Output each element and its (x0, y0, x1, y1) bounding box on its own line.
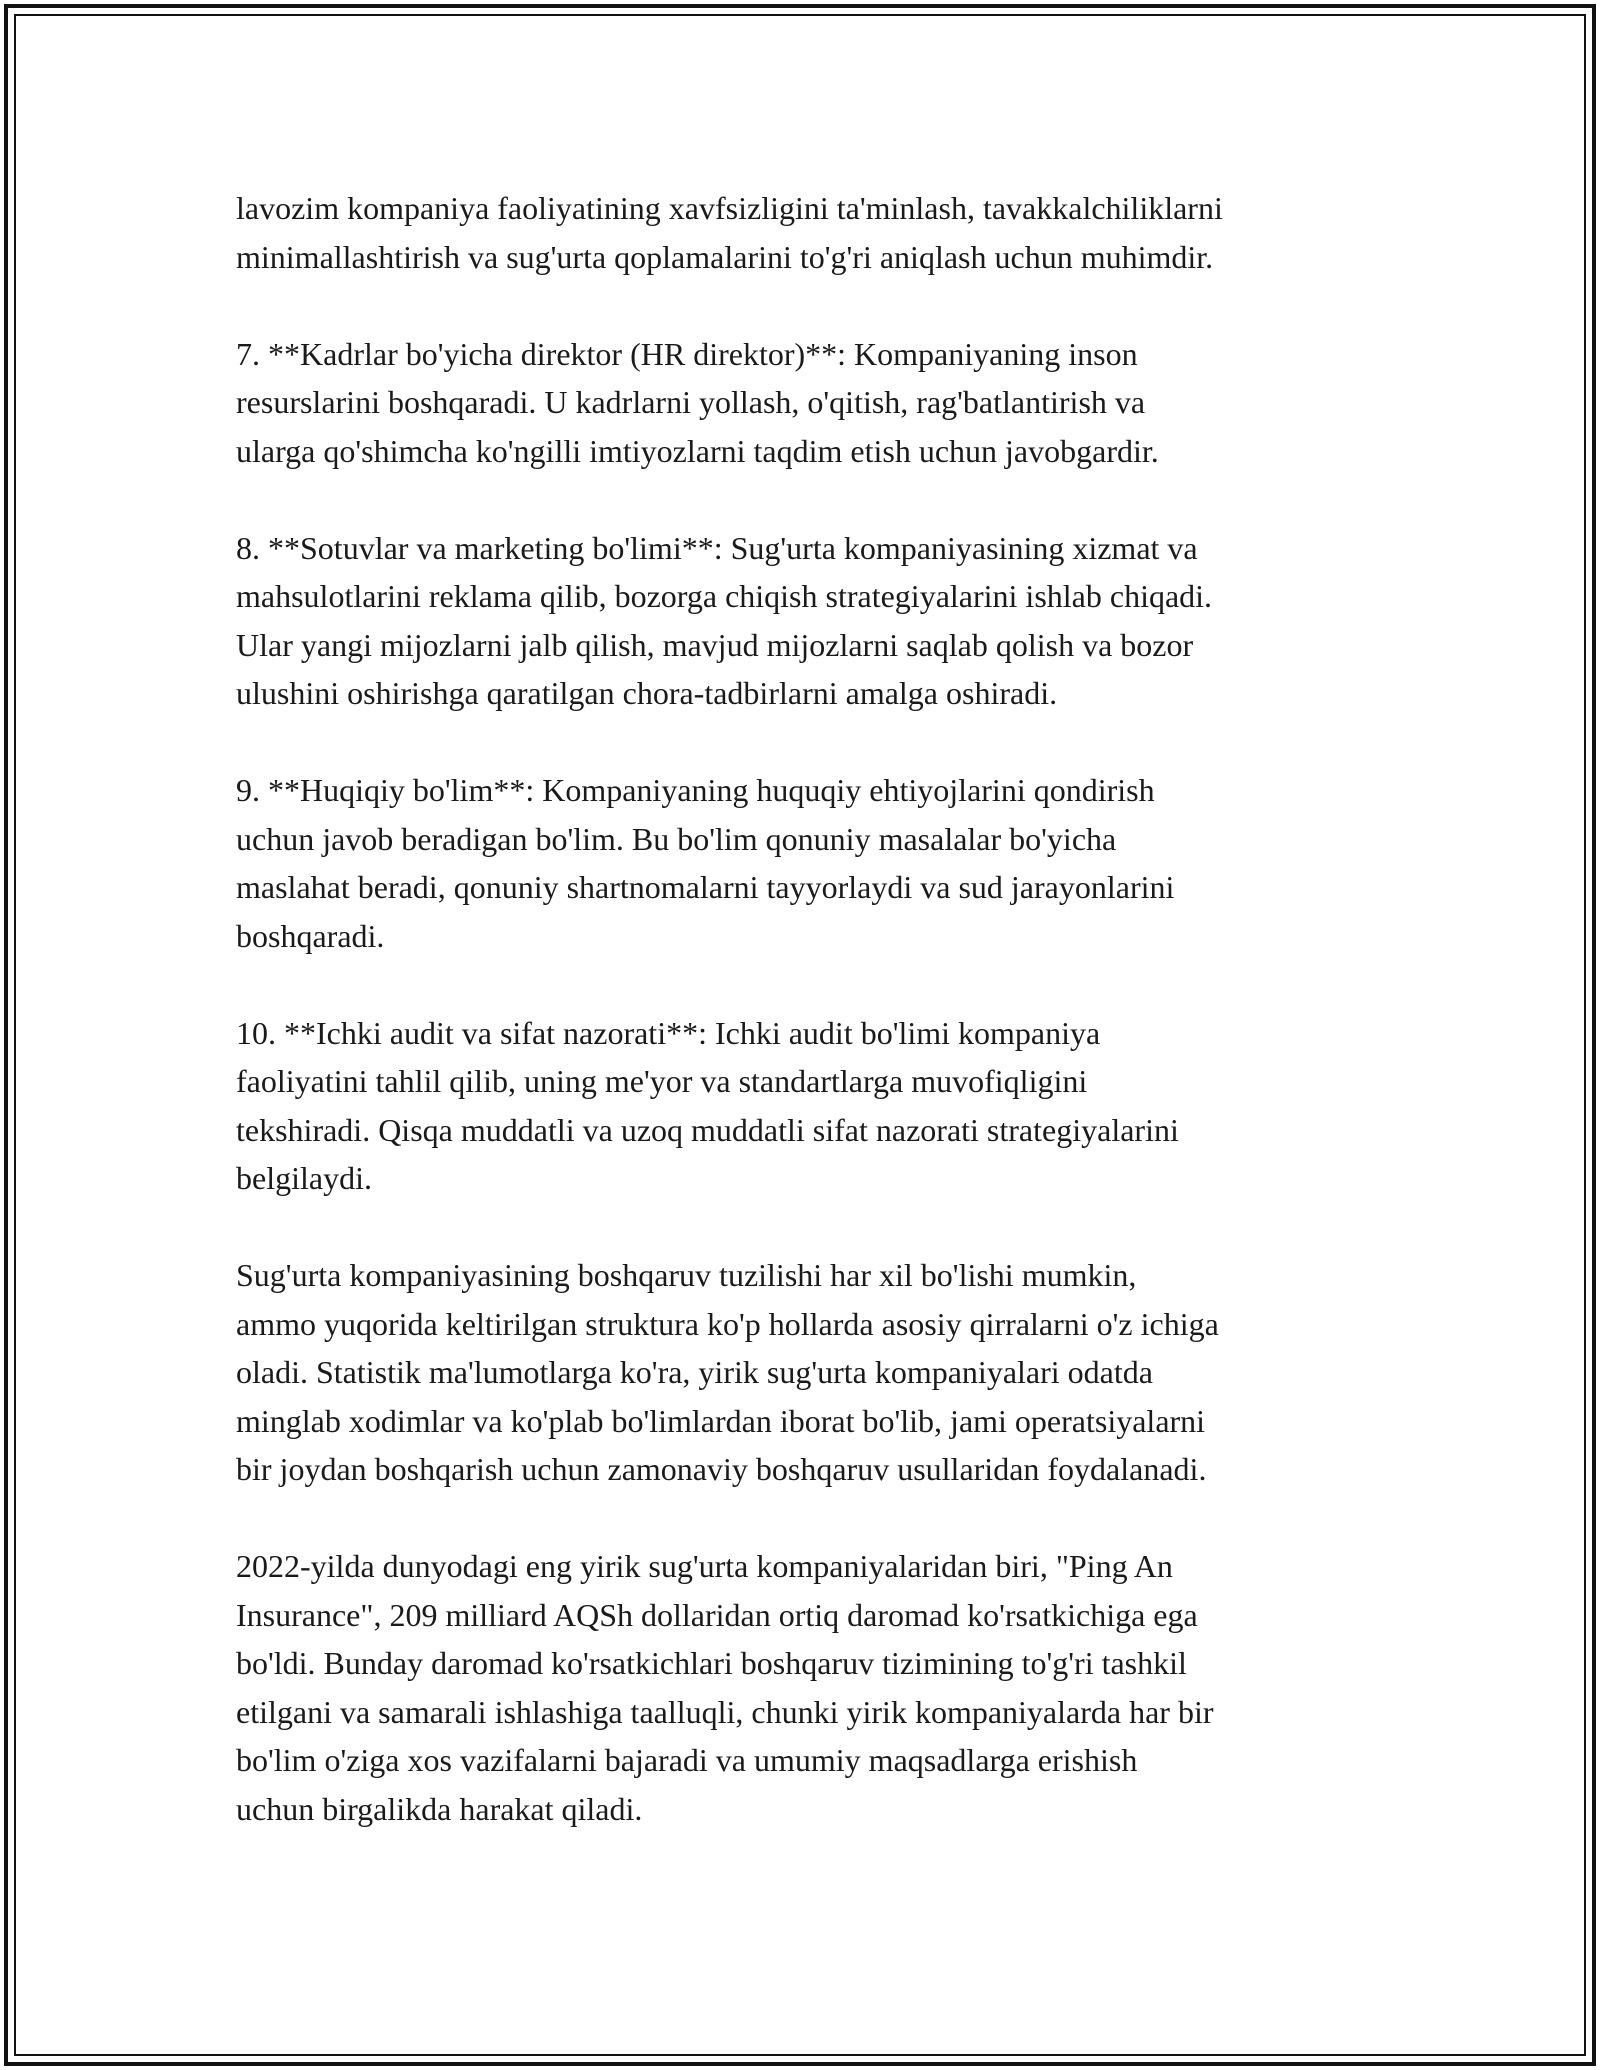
paragraph-intro-continuation: lavozim kompaniya faoliyatining xavfsizligini ta'minlash, tavakkalchiliklarni minimallashtirish va sug'urta qoplamalarini to'g'ri aniqlash uchun muhimdir. (236, 190, 1223, 275)
document-body (236, 184, 1396, 1882)
paragraph-summary: Sug'urta kompaniyasining boshqaruv tuzilishi har xil bo'lishi mumkin, ammo yuqorida keltirilgan struktura ko'p hollarda asosiy qirralarni o'z ichiga oladi. Statistik ma'lumotlarga ko'ra, yirik sug'urta kompaniyalari odatda minglab xodimlar va ko'plab bo'limlardan iborat bo'lib, jami operatsiyalarni bir joydan boshqarish uchun zamonaviy boshqaruv usullaridan foydalanadi. (236, 1257, 1219, 1487)
paragraph-item-7-hr-director: 7. **Kadrlar bo'yicha direktor (HR direktor)**: Kompaniyaning inson resurslarini boshqaradi. U kadrlarni yollash, o'qitish, rag'batlantirish va ularga qo'shimcha ko'ngilli imtiyozlarni taqdim etish uchun javobgardir. (236, 335, 1159, 469)
paragraph-ping-an-example: 2022-yilda dunyodagi eng yirik sug'urta kompaniyalaridan biri, "Ping An Insurance", 209 milliard AQSh dollaridan ortiq daromad ko'rsatkichiga ega bo'ldi. Bunday daromad ko'rsatkichlari boshqaruv tizimining to'g'ri tashkil etilgani va samarali ishlashiga taalluqli, chunki yirik kompaniyalarda har bir bo'lim o'ziga xos vazifalarni bajaradi va umumiy maqsadlarga erishish uchun birgalikda harakat qiladi. (236, 1548, 1214, 1827)
paragraph-item-9-legal: 9. **Huqiqiy bo'lim**: Kompaniyaning huquqiy ehtiyojlarini qondirish uchun javob beradigan bo'lim. Bu bo'lim qonuniy masalalar bo'yicha maslahat beradi, qonuniy shartnomalarni tayyorlaydi va sud jarayonlarini boshqaradi. (236, 772, 1175, 954)
paragraph-item-10-internal-audit: 10. **Ichki audit va sifat nazorati**: Ichki audit bo'limi kompaniya faoliyatini tahlil qilib, uning me'yor va standartlarga muvofiqligini tekshiradi. Qisqa muddatli va uzoq muddatli sifat nazorati strategiyalarini belgilaydi. (236, 1014, 1179, 1196)
paragraph-item-8-sales-marketing: 8. **Sotuvlar va marketing bo'limi**: Sug'urta kompaniyasining xizmat va mahsulotlarini reklama qilib, bozorga chiqish strategiyalarini ishlab chiqadi. Ular yangi mijozlarni jalb qilish, mavjud mijozlarni saqlab qolish va bozor ulushini oshirishga qaratilgan chora-tadbirlarni amalga oshiradi. (236, 529, 1213, 711)
